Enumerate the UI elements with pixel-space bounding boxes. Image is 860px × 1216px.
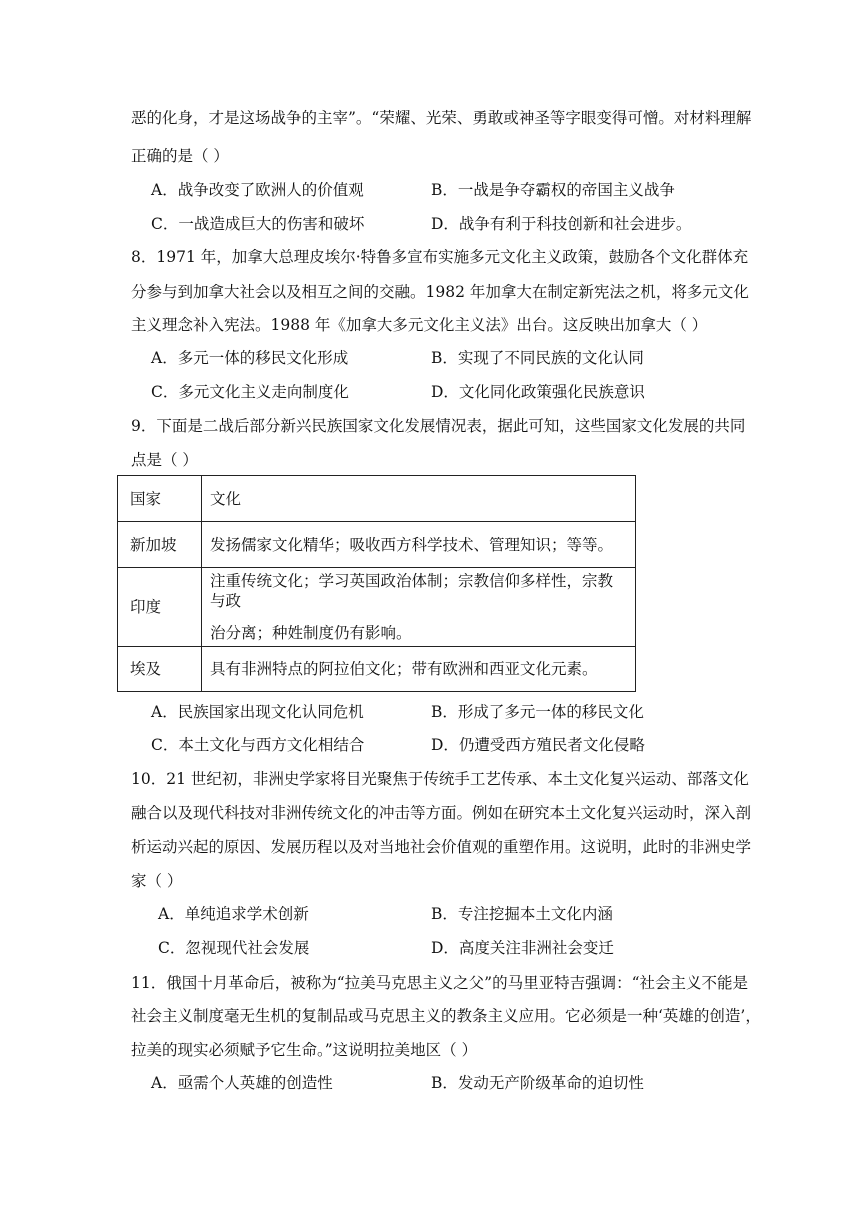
q10-text-line-4: 家（ ）	[131, 872, 183, 890]
table-header-country: 国家	[118, 476, 202, 522]
q11-text-line-2: 社会主义制度毫无生机的复制品或马克思主义的教条主义应用。它必须是一种‘英雄的创造’，	[131, 1007, 761, 1025]
q7-text-line-1: 恶的化身，才是这场战争的主宰”。“荣耀、光荣、勇敢或神圣等字眼变得可憎。对材料理解	[131, 109, 752, 127]
q11-text-line-3: 拉美的现实必须赋予它生命。”这说明拉美地区（ ）	[131, 1041, 478, 1059]
q8-option-a[interactable]: A．多元一体的移民文化形成	[151, 349, 349, 367]
q9-text-line-2: 点是（ ）	[131, 451, 198, 469]
table-header-row	[118, 476, 636, 522]
table-cell-culture-line: 具有非洲特点的阿拉伯文化；带有欧洲和西亚文化元素。	[210, 660, 598, 678]
q9-option-b[interactable]: B．形成了多元一体的移民文化	[431, 703, 644, 721]
q10-option-b[interactable]: B．专注挖掘本土文化内涵	[431, 905, 613, 923]
table-cell-culture	[202, 568, 636, 647]
table-header-culture: 文化	[202, 476, 636, 522]
q8-option-c[interactable]: C．多元文化主义走向制度化	[151, 383, 349, 401]
q10-option-c[interactable]: C．忽视现代社会发展	[158, 939, 310, 957]
q8-option-b[interactable]: B．实现了不同民族的文化认同	[431, 349, 644, 367]
q7-option-c[interactable]: C．一战造成巨大的伤害和破坏	[151, 215, 365, 233]
q10-option-d[interactable]: D．高度关注非洲社会变迁	[431, 939, 614, 957]
q8-option-d[interactable]: D．文化同化政策强化民族意识	[431, 383, 645, 401]
culture-table	[117, 475, 636, 692]
table-cell-country: 新加坡	[118, 522, 202, 568]
table-cell-culture-line: 发扬儒家文化精华；吸收西方科学技术、管理知识；等等。	[210, 535, 614, 554]
q7-option-b[interactable]: B．一战是争夺霸权的帝国主义战争	[431, 181, 675, 199]
q10-text-line-3: 析运动兴起的原因、发展历程以及对当地社会价值观的重塑作用。这说明，此时的非洲史学	[131, 838, 752, 856]
q7-option-a[interactable]: A．战争改变了欧洲人的价值观	[151, 181, 364, 199]
q11-option-a[interactable]: A．亟需个人英雄的创造性	[151, 1074, 333, 1092]
q10-text-line-2: 融合以及现代科技对非洲传统文化的冲击等方面。例如在研究本土文化复兴运动时，深入剖	[131, 804, 752, 822]
q7-text-line-2: 正确的是（ ）	[131, 147, 229, 165]
q7-option-d[interactable]: D．战争有利于科技创新和社会进步。	[431, 215, 692, 233]
q9-text-line-1: 9．下面是二战后部分新兴民族国家文化发展情况表，据此可知，这些国家文化发展的共同	[131, 417, 746, 435]
q10-text-line-1: 10．21 世纪初，非洲史学家将目光聚焦于传统手工艺传承、本土文化复兴运动、部落文化	[131, 770, 749, 788]
table-row	[118, 568, 636, 647]
q8-text-line-1: 8．1971 年，加拿大总理皮埃尔·特鲁多宣布实施多元文化主义政策，鼓励各个文化群体充	[131, 248, 749, 266]
q11-text-line-1: 11．俄国十月革命后，被称为“拉美马克思主义之父”的马里亚特吉强调：“社会主义不能是	[131, 974, 748, 992]
q9-option-a[interactable]: A．民族国家出现文化认同危机	[151, 703, 364, 721]
table-cell-culture-line: 治分离；种姓制度仍有影响。	[210, 624, 412, 642]
q10-option-a[interactable]: A．单纯追求学术创新	[158, 905, 309, 923]
table-cell-country: 埃及	[118, 647, 202, 692]
table-cell-country: 印度	[118, 568, 202, 647]
table-cell-culture-line: 注重传统文化；学习英国政治体制；宗教信仰多样性，宗教与政	[210, 572, 614, 610]
q11-option-b[interactable]: B．发动无产阶级革命的迫切性	[431, 1074, 644, 1092]
table-row	[118, 647, 636, 692]
q8-text-line-2: 分参与到加拿大社会以及相互之间的交融。1982 年加拿大在制定新宪法之机，将多元文化	[131, 283, 749, 301]
table-cell-culture	[202, 647, 636, 692]
table-row	[118, 522, 636, 568]
q8-text-line-3: 主义理念补入宪法。1988 年《加拿大多元文化主义法》出台。这反映出加拿大（ ）	[131, 316, 708, 334]
q9-option-d[interactable]: D．仍遭受西方殖民者文化侵略	[431, 736, 645, 754]
q9-option-c[interactable]: C．本土文化与西方文化相结合	[151, 736, 365, 754]
table-cell-culture	[202, 522, 636, 568]
